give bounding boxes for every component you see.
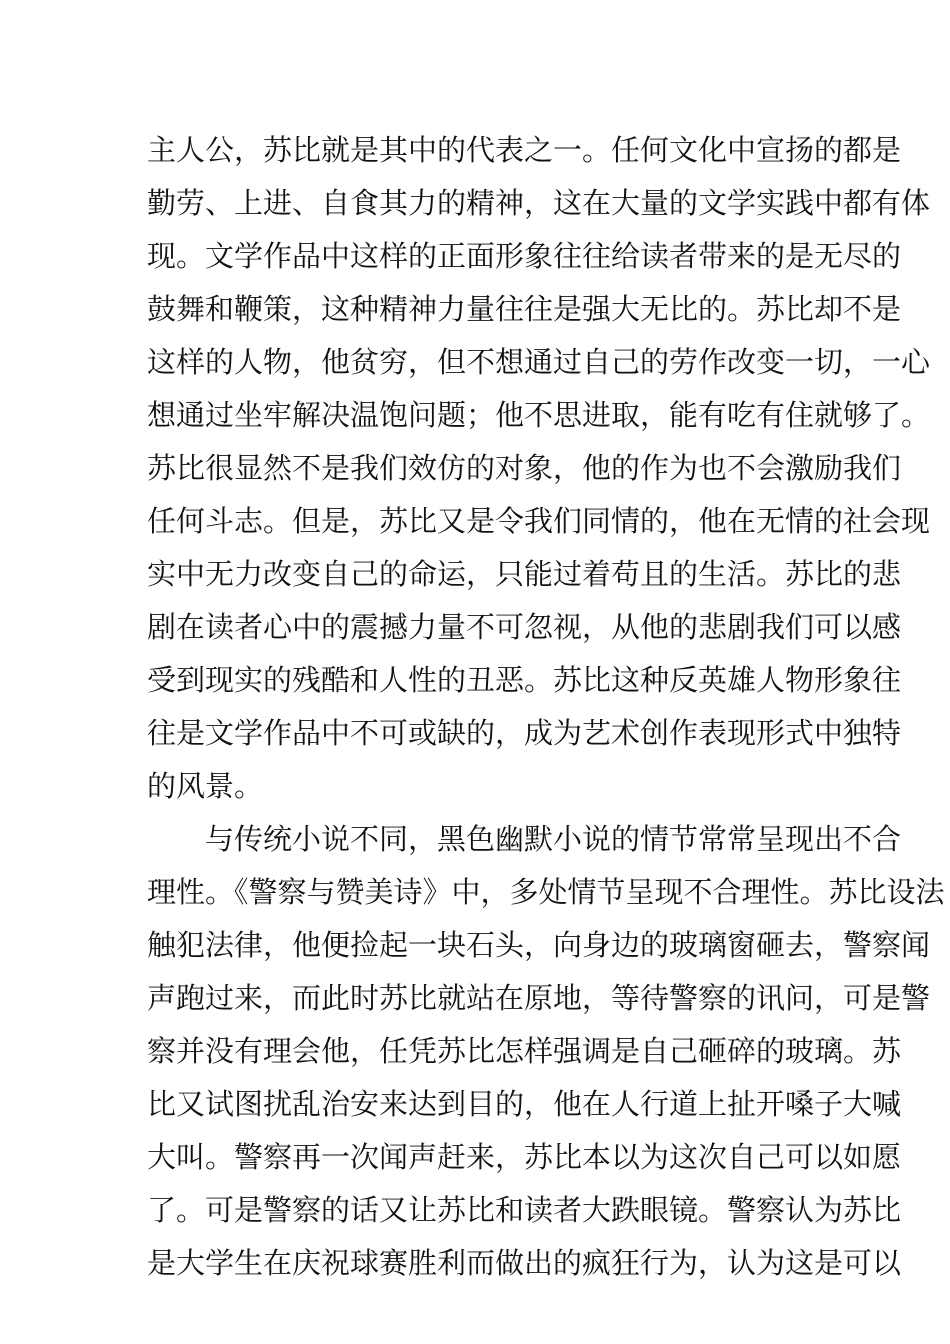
text-line: 主人公，苏比就是其中的代表之一。任何文化中宣扬的都是 — [147, 133, 902, 167]
text-line: 是大学生在庆祝球赛胜利而做出的疯狂行为，认为这是可以 — [147, 1246, 902, 1280]
text-line: 任何斗志。但是，苏比又是令我们同情的，他在无情的社会现 — [147, 504, 931, 538]
text-line: 实中无力改变自己的命运，只能过着苟且的生活。苏比的悲 — [147, 557, 902, 591]
text-line: 苏比很显然不是我们效仿的对象，他的作为也不会激励我们 — [147, 451, 902, 485]
text-line: 现。文学作品中这样的正面形象往往给读者带来的是无尽的 — [147, 239, 902, 273]
text-line: 想通过坐牢解决温饱问题；他不思进取，能有吃有住就够了。 — [147, 398, 931, 432]
text-line: 与传统小说不同，黑色幽默小说的情节常常呈现出不合 — [205, 822, 902, 856]
text-line: 的风景。 — [147, 769, 264, 803]
text-line: 大叫。警察再一次闻声赶来，苏比本以为这次自己可以如愿 — [147, 1140, 902, 1174]
text-line: 剧在读者心中的震撼力量不可忽视，从他的悲剧我们可以感 — [147, 610, 902, 644]
text-line: 比又试图扰乱治安来达到目的，他在人行道上扯开嗓子大喊 — [147, 1087, 902, 1121]
text-line: 了。可是警察的话又让苏比和读者大跌眼镜。警察认为苏比 — [147, 1193, 902, 1227]
text-line: 触犯法律，他便捡起一块石头，向身边的玻璃窗砸去，警察闻 — [147, 928, 931, 962]
text-line: 声跑过来，而此时苏比就站在原地，等待警察的讯问，可是警 — [147, 981, 931, 1015]
text-line: 鼓舞和鞭策，这种精神力量往往是强大无比的。苏比却不是 — [147, 292, 902, 326]
text-line: 察并没有理会他，任凭苏比怎样强调是自己砸碎的玻璃。苏 — [147, 1034, 902, 1068]
text-line: 受到现实的残酷和人性的丑恶。苏比这种反英雄人物形象往 — [147, 663, 902, 697]
text-line: 往是文学作品中不可或缺的，成为艺术创作表现形式中独特 — [147, 716, 902, 750]
text-line: 理性。《警察与赞美诗》中，多处情节呈现不合理性。苏比设法 — [147, 875, 945, 909]
text-line: 这样的人物，他贫穷，但不想通过自己的劳作改变一切，一心 — [147, 345, 931, 379]
text-line: 勤劳、上进、自食其力的精神，这在大量的文学实践中都有体 — [147, 186, 931, 220]
